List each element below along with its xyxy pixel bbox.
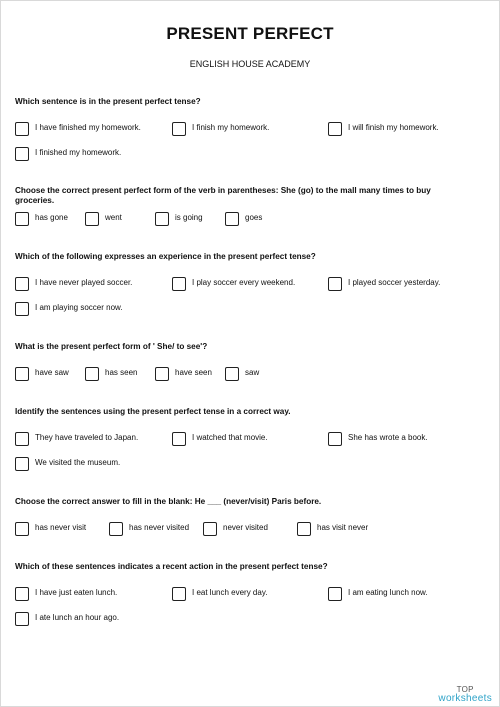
- option-label: I watched that movie.: [192, 433, 268, 442]
- option-label: I ate lunch an hour ago.: [35, 613, 120, 622]
- option-label: I play soccer every weekend.: [192, 278, 296, 287]
- checkbox[interactable]: [172, 587, 186, 601]
- option-label: I finished my homework.: [35, 148, 122, 157]
- option-label: has seen: [105, 368, 138, 377]
- checkbox[interactable]: [225, 367, 239, 381]
- option-label: have saw: [35, 368, 69, 377]
- option-label: I have just eaten lunch.: [35, 588, 118, 597]
- checkbox[interactable]: [15, 612, 29, 626]
- option-label: I have never played soccer.: [35, 278, 133, 287]
- checkbox[interactable]: [15, 457, 29, 471]
- checkbox[interactable]: [15, 367, 29, 381]
- logo-top-text: TOP: [456, 685, 474, 694]
- option-label: I finish my homework.: [192, 123, 270, 132]
- checkbox[interactable]: [328, 432, 342, 446]
- option-label: She has wrote a book.: [348, 433, 428, 442]
- option-label: never visited: [223, 523, 268, 532]
- checkbox[interactable]: [172, 432, 186, 446]
- page-title: PRESENT PERFECT: [166, 24, 334, 43]
- checkbox[interactable]: [328, 122, 342, 136]
- option-label: I am playing soccer now.: [35, 303, 123, 312]
- checkbox[interactable]: [15, 122, 29, 136]
- checkbox[interactable]: [15, 212, 29, 226]
- checkbox[interactable]: [297, 522, 311, 536]
- option-label: I played soccer yesterday.: [348, 278, 441, 287]
- option-label: has gone: [35, 213, 68, 222]
- option-label: I will finish my homework.: [348, 123, 439, 132]
- option-label: goes: [245, 213, 263, 222]
- logo-main-text: worksheets: [438, 693, 492, 704]
- option-label: We visited the museum.: [35, 458, 121, 467]
- question-1-text: Which sentence is in the present perfect tense?: [15, 97, 201, 106]
- checkbox[interactable]: [328, 277, 342, 291]
- checkbox[interactable]: [155, 212, 169, 226]
- checkbox[interactable]: [225, 212, 239, 226]
- checkbox[interactable]: [15, 277, 29, 291]
- checkbox[interactable]: [172, 277, 186, 291]
- option-label: has never visit: [35, 523, 87, 532]
- question-2-text: Choose the correct present perfect form of the verb in parentheses: She (go) to the mall many times to buy groceries.: [15, 186, 431, 205]
- question-3-text: Which of the following expresses an experience in the present perfect tense?: [15, 252, 316, 261]
- option-label: I am eating lunch now.: [348, 588, 428, 597]
- option-label: went: [105, 213, 122, 222]
- option-label: I eat lunch every day.: [192, 588, 268, 597]
- option-label: saw: [245, 368, 260, 377]
- checkbox[interactable]: [172, 122, 186, 136]
- option-label: has never visited: [129, 523, 190, 532]
- question-5-text: Identify the sentences using the present perfect tense in a correct way.: [15, 407, 291, 416]
- checkbox[interactable]: [328, 587, 342, 601]
- question-4-text: What is the present perfect form of ' She/ to see'?: [15, 342, 208, 351]
- option-label: They have traveled to Japan.: [35, 433, 139, 442]
- checkbox[interactable]: [15, 587, 29, 601]
- checkbox[interactable]: [15, 522, 29, 536]
- checkbox[interactable]: [109, 522, 123, 536]
- option-label: has visit never: [317, 523, 369, 532]
- question-6-text: Choose the correct answer to fill in the blank: He ___ (never/visit) Paris before.: [15, 497, 322, 506]
- option-label: is going: [175, 213, 203, 222]
- topworksheets-logo: [438, 685, 492, 703]
- checkbox[interactable]: [15, 302, 29, 316]
- checkbox[interactable]: [203, 522, 217, 536]
- option-label: have seen: [175, 368, 212, 377]
- option-label: I have finished my homework.: [35, 123, 141, 132]
- checkbox[interactable]: [85, 212, 99, 226]
- checkbox[interactable]: [85, 367, 99, 381]
- question-7-text: Which of these sentences indicates a recent action in the present perfect tense?: [15, 562, 328, 571]
- checkbox[interactable]: [155, 367, 169, 381]
- checkbox[interactable]: [15, 147, 29, 161]
- page-subtitle: ENGLISH HOUSE ACADEMY: [189, 59, 311, 69]
- checkbox[interactable]: [15, 432, 29, 446]
